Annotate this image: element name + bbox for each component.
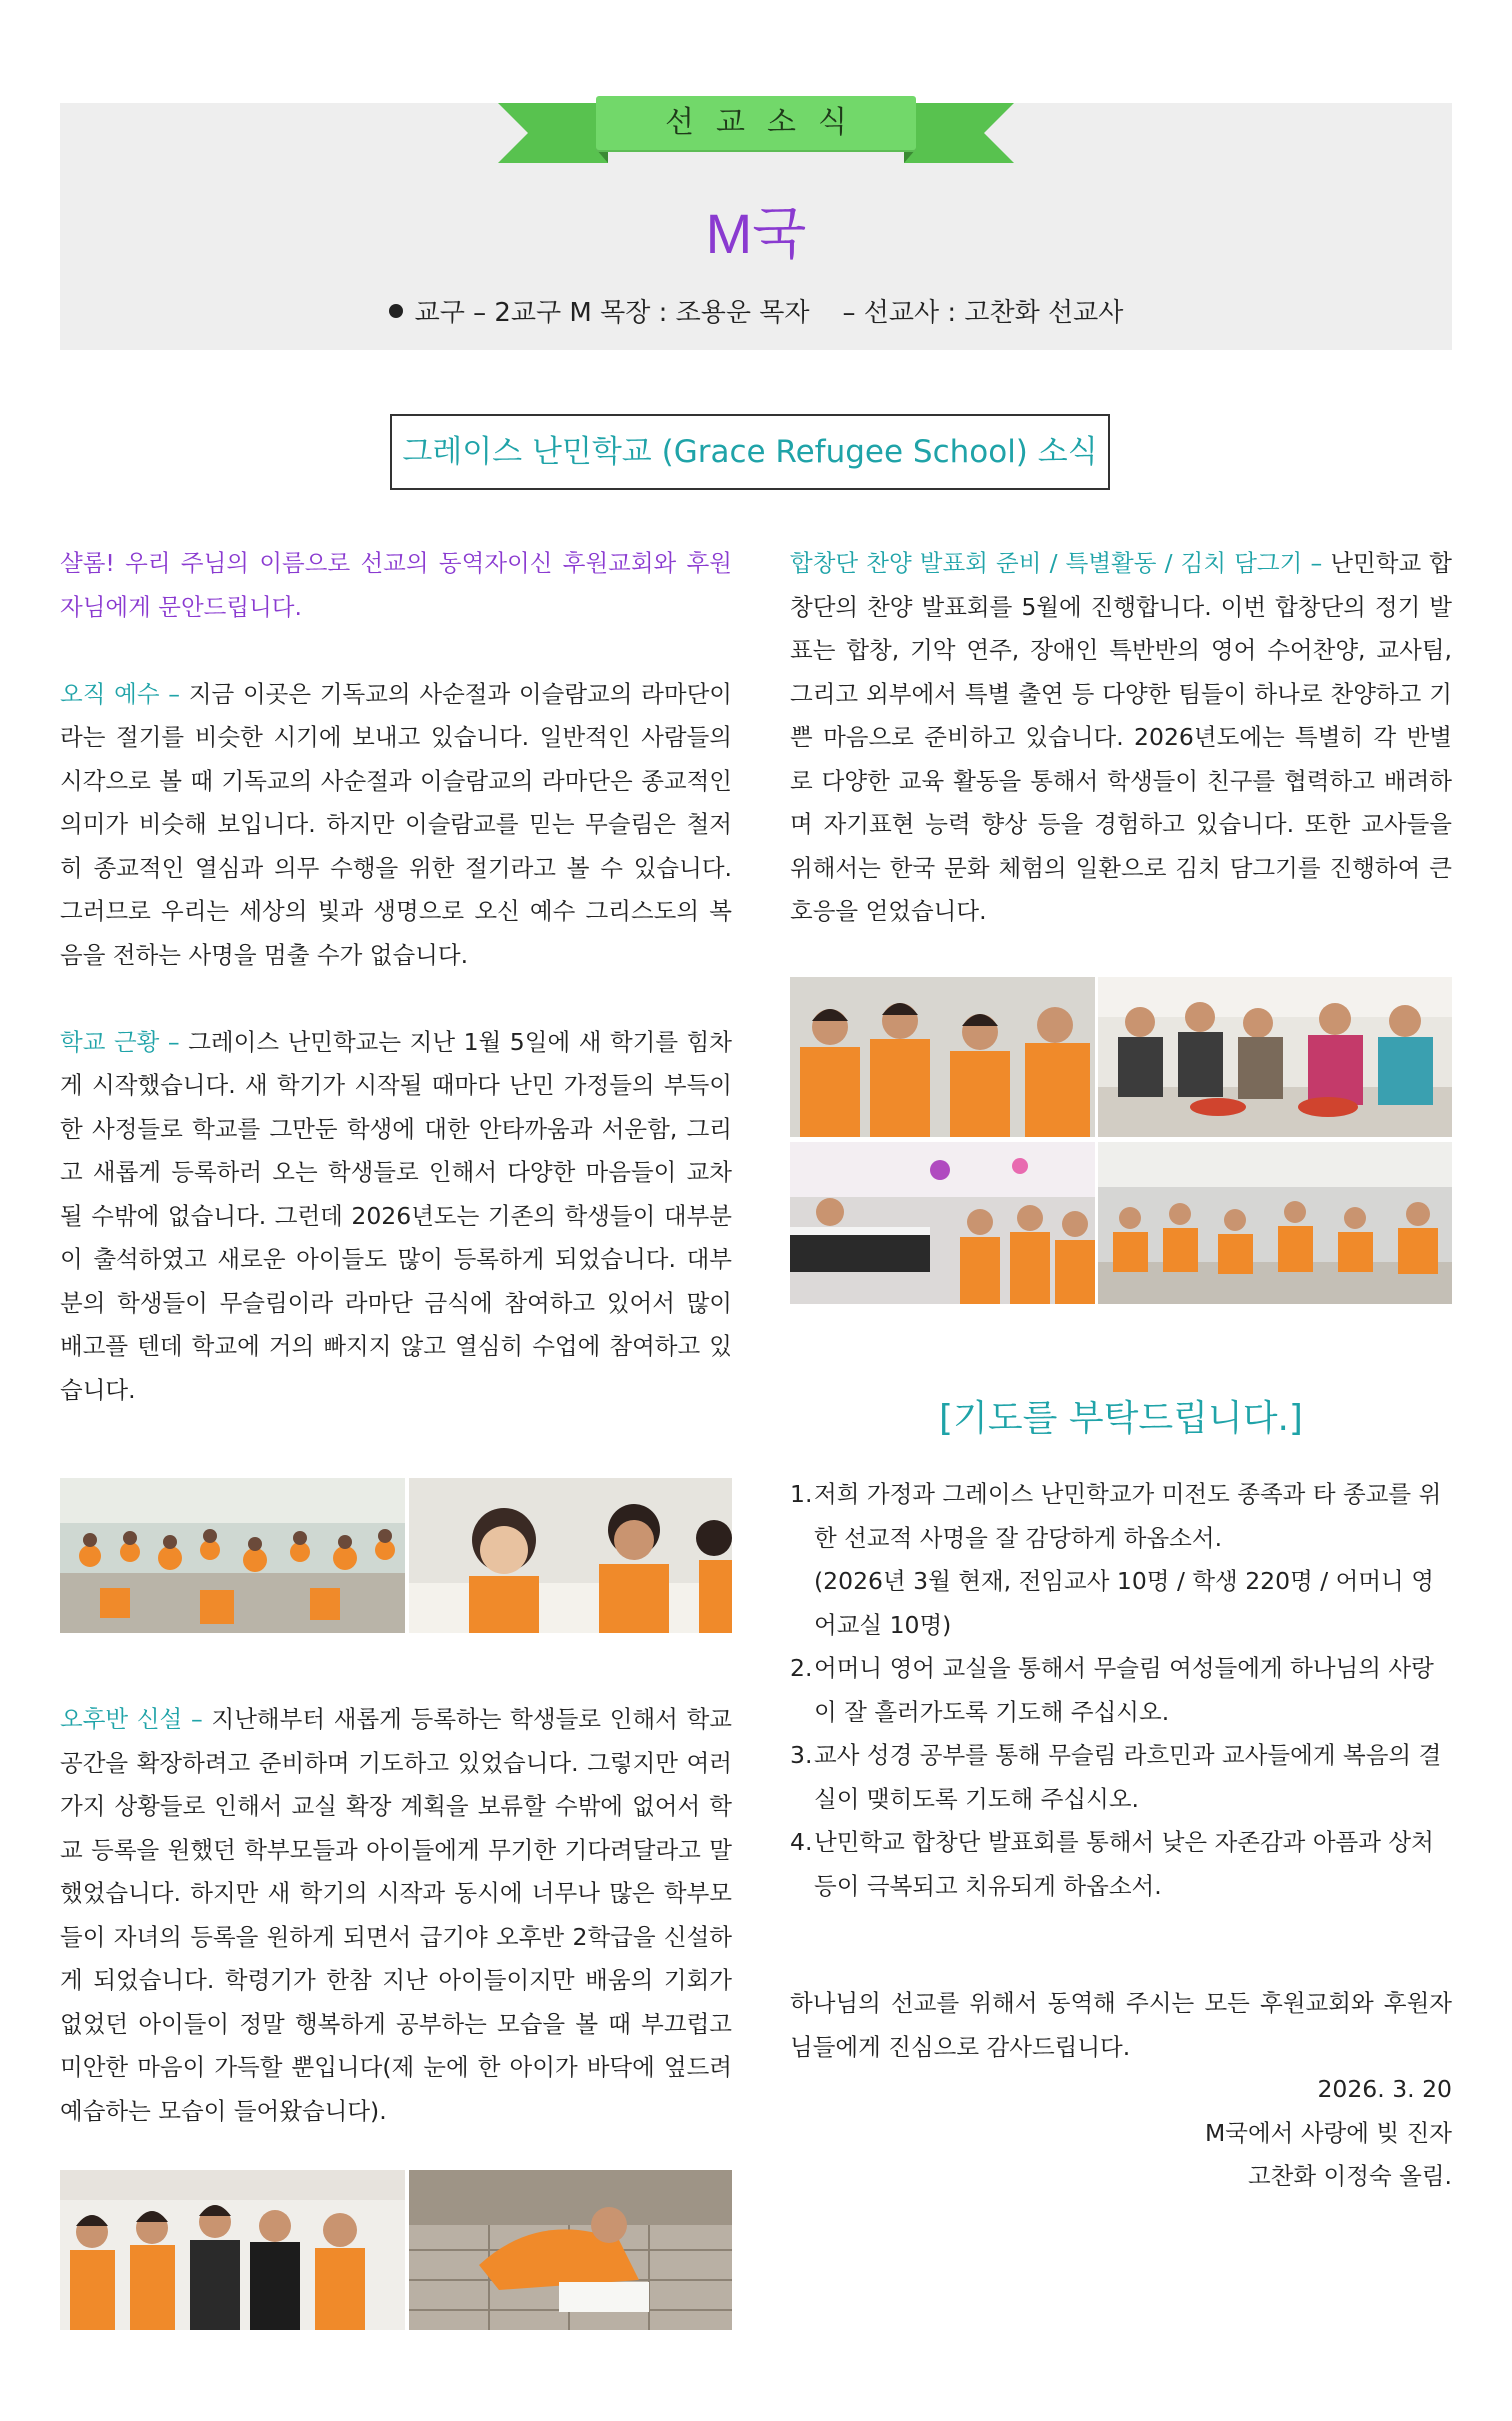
left-column-top: [60, 542, 732, 1412]
signature-block: [1205, 2068, 1452, 2199]
prayer-text: 교사 성경 공부를 통해 무슬림 라흐민과 교사들에게 복음의 결실이 맺히도록 기도해 주십시오.: [814, 1741, 1442, 1813]
signature-line-2: 고찬화 이정숙 올림.: [1247, 2162, 1452, 2190]
paragraph-text: 그레이스 난민학교는 지난 1월 5일에 새 학기를 힘차게 시작했습니다. 새 학기가 시작될 때마다 난민 가정들의 부득이한 사정들로 학교를 그만둔 학생에 대한 안타까움과 서운함, 그리고 새롭게 등록하러 오는 학생들로 인해서 다양한 마음들이 교차될 수밖에 없습니다. 그런데 2026년도는 기존의 학생들이 대부분이 출석하였고 새로운 아이들도 많이 등록하게 되었습니다. 대부분의 학생들이 무슬림이라 라마단 금식에 참여하고 있어서 많이 배고플 텐데 학교에 거의 빠지지 않고 열심히 수업에 참여하고 있습니다.: [60, 1027, 733, 1404]
section-label: 선교소식: [665, 105, 869, 140]
prayer-number: 1.: [790, 1480, 813, 1508]
paragraph-label: 합창단 찬양 발표회 준비 / 특별활동 / 김치 담그기 –: [790, 549, 1323, 577]
prayer-number: [790, 1560, 814, 1647]
classroom-photo-3: [1098, 1142, 1452, 1304]
prayer-item: [790, 1821, 1452, 1908]
prayer-text: 저희 가정과 그레이스 난민학교가 미전도 종족과 타 종교를 위한 선교적 사명을 잘 감당하게 하옵소서.: [814, 1480, 1442, 1552]
prayer-text: 난민학교 합창단 발표회를 통해서 낮은 자존감과 아픔과 상처 등이 극복되고 치유되게 하옵소서.: [814, 1828, 1434, 1900]
paragraph-afternoon-class: [60, 1698, 732, 2133]
prayer-number: 2.: [790, 1654, 813, 1682]
kimchi-photo: [1098, 977, 1452, 1137]
paragraph-choir: [790, 542, 1452, 934]
prayer-item: [790, 1560, 1452, 1647]
paragraph-school-news: [60, 1021, 732, 1413]
paragraph-text: 난민학교 합창단의 찬양 발표회를 5월에 진행합니다. 이번 합창단의 정기 발표는 합창, 기악 연주, 장애인 특반반의 영어 수어찬양, 교사팀, 그리고 외부에서 특별 출연 등 다양한 팀들이 하나로 찬양하고 기쁜 마음으로 준비하고 있습니다. 2026년도에는 특별히 각 반별로 다양한 교육 활동을 통해서 학생들이 친구를 협력하고 배려하며 자기표현 능력 향상 등을 경험하고 있습니다. 또한 교사들을 위해서는 한국 문화 체험의 일환으로 김치 담그기를 진행하여 큰 호응을 얻었습니다.: [790, 549, 1452, 925]
paragraph-text: 지금 이곳은 기독교의 사순절과 이슬람교의 라마단이라는 절기를 비슷한 시기에 보내고 있습니다. 일반적인 사람들의 시각으로 볼 때 기독교의 사순절과 이슬람교의 라마단은 종교적인 의미가 비슷해 보입니다. 하지만 이슬람교를 믿는 무슬림은 철저히 종교적인 열심과 의무 수행을 위한 절기라고 볼 수 있습니다. 그러므로 우리는 세상의 빛과 생명으로 오신 예수 그리스도의 복음을 전하는 사명을 멈출 수가 없습니다.: [60, 679, 732, 969]
prayer-title: [기도를 부탁드립니다.]: [939, 1398, 1303, 1439]
prayer-text: (2026년 3월 현재, 전임교사 10명 / 학생 220명 / 어머니 영어교실 10명): [814, 1567, 1434, 1639]
thanks-note: 하나님의 선교를 위해서 동역해 주시는 모든 후원교회와 후원자님들에게 진심으로 감사드립니다.: [790, 1989, 1452, 2061]
paragraph-text: 지난해부터 새롭게 등록하는 학생들로 인해서 학교 공간을 확장하려고 준비하며 기도하고 있었습니다. 그렇지만 여러 가지 상황들로 인해서 교실 확장 계획을 보류할 수밖에 없어서 학교 등록을 원했던 학부모들과 아이들에게 무기한 기다려달라고 말했었습니다. 하지만 새 학기의 시작과 동시에 너무나 많은 학부모들이 자녀의 등록을 원하게 되면서 급기야 오후반 2학급을 신설하게 되었습니다. 학령기가 한참 지난 아이들이지만 배움의 기회가 없었던 아이들이 정말 행복하게 공부하는 모습을 볼 때 부끄럽고 미안한 마음이 가득할 뿐입니다(제 눈에 한 아이가 바닥에 엎드려 예습하는 모습이 들어왔습니다).: [60, 1705, 732, 2125]
paragraph-only-jesus: [60, 673, 732, 978]
prayer-list: [790, 1473, 1452, 1908]
floor-study-photo: [409, 2170, 732, 2330]
prayer-number: 4.: [790, 1828, 813, 1856]
missionary-info: [0, 292, 1512, 329]
signature-line-1: M국에서 사랑에 빚 진자: [1205, 2118, 1452, 2147]
left-column-bottom: [60, 1698, 732, 2133]
paragraph-label: 오후반 신설 –: [60, 1705, 203, 1733]
article-title: 그레이스 난민학교 (Grace Refugee School) 소식: [390, 414, 1110, 490]
family-photo: [60, 2170, 405, 2330]
letter-date: 2026. 3. 20: [1317, 2075, 1452, 2103]
bullet-icon: [389, 304, 403, 318]
greeting: 샬롬! 우리 주님의 이름으로 선교의 동역자이신 후원교회와 후원자님에게 문안드립니다.: [60, 549, 732, 621]
choir-photo: [790, 977, 1095, 1137]
missionary-info-text: 교구 – 2교구 M 목장 : 조용운 목자 – 선교사 : 고찬화 선교사: [414, 298, 1124, 328]
right-column-top: [790, 542, 1452, 934]
prayer-item: [790, 1734, 1452, 1821]
prayer-text: 어머니 영어 교실을 통해서 무슬림 여성들에게 하나님의 사랑이 잘 흘러가도록 기도해 주십시오.: [814, 1654, 1434, 1726]
classroom-photo-1: [60, 1478, 405, 1633]
prayer-item: [790, 1647, 1452, 1734]
country-title: M국: [705, 202, 807, 265]
classroom-photo-2: [409, 1478, 732, 1633]
prayer-item: [790, 1473, 1452, 1560]
music-class-photo: [790, 1142, 1095, 1304]
prayer-number: 3.: [790, 1741, 813, 1769]
paragraph-label: 오직 예수 –: [60, 679, 181, 708]
paragraph-label: 학교 근황 –: [60, 1027, 180, 1056]
